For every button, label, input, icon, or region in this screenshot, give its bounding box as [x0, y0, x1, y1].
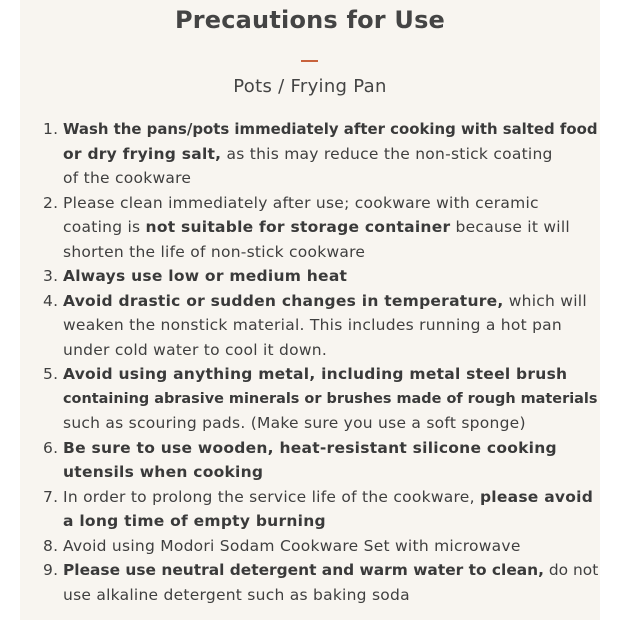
body-text: Avoid using Modori Sodam Cookware Set with microwave	[63, 536, 521, 555]
item-number: 6.	[43, 438, 59, 457]
precaution-item	[43, 558, 598, 607]
body-text: which will	[503, 291, 587, 310]
item-text-line	[63, 558, 598, 583]
body-text: of the cookware	[63, 169, 192, 187]
emphasized-text: not suitable for storage container	[145, 218, 451, 236]
emphasized-text: a long time of empty burning	[63, 512, 326, 530]
precaution-item	[43, 191, 598, 265]
emphasized-text: Always use low or medium heat	[63, 267, 348, 285]
item-number: 1.	[43, 120, 59, 138]
body-text: as this may reduce the non-stick coating	[221, 144, 553, 163]
item-number: 2.	[43, 193, 59, 212]
precautions-list	[43, 117, 598, 607]
item-number: 3.	[43, 267, 59, 285]
emphasized-text: or dry frying salt,	[63, 144, 222, 163]
item-text-line	[63, 387, 598, 412]
body-text: Please clean immediately after use; cookware with ceramic	[63, 193, 539, 212]
item-text-line	[63, 166, 598, 191]
emphasized-text: Avoid using anything metal, including metal steel brush	[63, 365, 568, 383]
emphasized-text: Please use neutral detergent and warm water to clean,	[63, 561, 544, 579]
item-number: 7.	[43, 487, 59, 506]
emphasized-text: utensils when cooking	[63, 463, 264, 481]
precautions-card	[20, 0, 600, 620]
item-number: 4.	[43, 291, 59, 310]
emphasized-text: please avoid	[479, 487, 594, 506]
emphasized-text: Wash the pans/pots immediately after cooking with salted food	[63, 120, 598, 138]
section-subtitle: Pots / Frying Pan	[233, 76, 387, 97]
item-number: 8.	[43, 536, 59, 555]
page-title: Precautions for Use	[174, 6, 446, 34]
body-text: such as scouring pads. (Make sure you use a soft sponge)	[63, 414, 526, 432]
precaution-item	[43, 117, 598, 191]
body-text: coating is	[63, 218, 146, 236]
item-text-line	[63, 509, 598, 534]
body-text: use alkaline detergent such as baking soda	[63, 585, 410, 604]
body-text: under cold water to cool it down.	[63, 340, 328, 359]
item-text-line	[63, 411, 598, 436]
item-number: 5.	[43, 365, 59, 383]
item-text-line	[63, 338, 598, 363]
item-number: 9.	[43, 561, 59, 579]
item-text-line	[63, 264, 598, 289]
item-text-line	[63, 191, 598, 216]
emphasized-text: Avoid drastic or sudden changes in temperature,	[63, 291, 504, 310]
item-text-line	[63, 215, 598, 240]
item-text-line	[63, 117, 598, 142]
item-text-line	[63, 362, 598, 387]
emphasized-text: containing abrasive minerals or brushes made of rough materials	[63, 390, 598, 407]
body-text: shorten the life of non-stick cookware	[63, 242, 366, 261]
item-text-line	[63, 534, 598, 559]
body-text: because it will	[450, 218, 570, 236]
precaution-item	[43, 485, 598, 534]
precaution-item	[43, 289, 598, 363]
body-text: In order to prolong the service life of the cookware,	[63, 487, 480, 506]
item-text-line	[63, 460, 598, 485]
body-text: do not	[544, 561, 599, 579]
item-text-line	[63, 289, 598, 314]
item-text-line	[63, 583, 598, 608]
item-text-line	[63, 142, 598, 167]
precaution-item	[43, 534, 598, 559]
title-accent-divider	[301, 60, 318, 62]
precaution-item	[43, 436, 598, 485]
item-text-line	[63, 436, 598, 461]
emphasized-text: Be sure to use wooden, heat-resistant silicone cooking	[63, 438, 557, 457]
item-text-line	[63, 240, 598, 265]
item-text-line	[63, 485, 598, 510]
precaution-item	[43, 264, 598, 289]
body-text: weaken the nonstick material. This includes running a hot pan	[63, 316, 562, 334]
item-text-line	[63, 313, 598, 338]
precaution-item	[43, 362, 598, 436]
